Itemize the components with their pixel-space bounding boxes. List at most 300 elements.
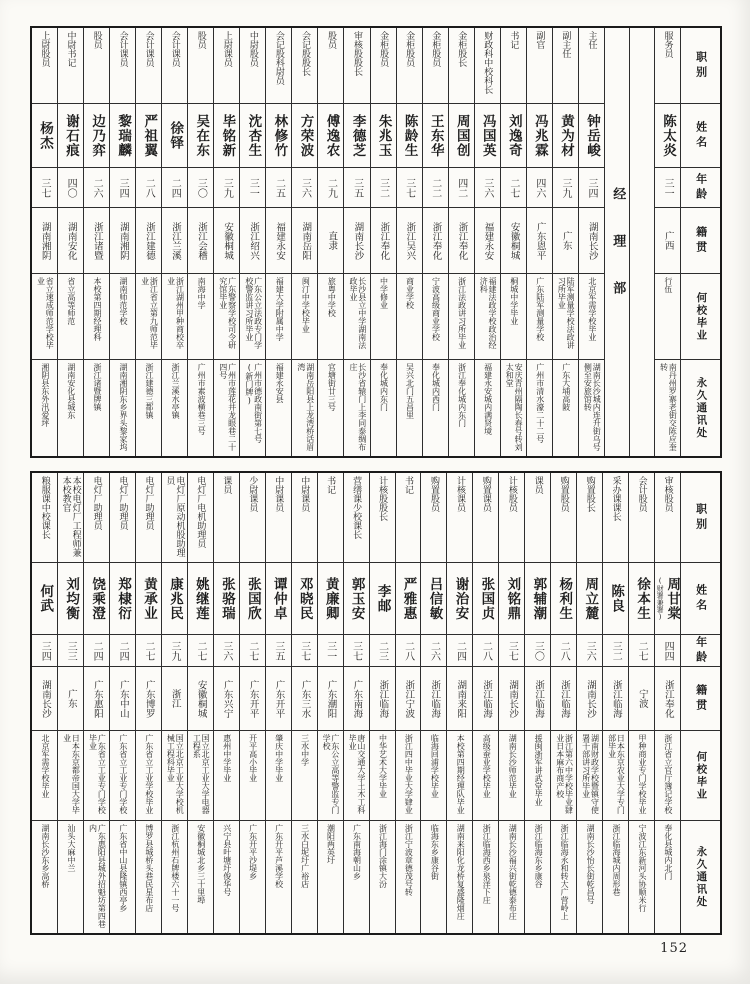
person-origin: 浙江奉化: [456, 221, 468, 260]
personnel-table-bottom: [30, 471, 722, 935]
person-school: 甲种商业专门学校毕业: [637, 734, 647, 814]
person-address: 宁波江东新河头协顺米行: [637, 824, 647, 912]
cell-title: [32, 28, 57, 104]
person-address: 福建永安县: [275, 363, 285, 403]
cell-origin: [58, 667, 83, 731]
person-address: 潮阳两英圩: [326, 824, 336, 864]
cell-origin: [344, 667, 369, 731]
cell-school: [553, 274, 578, 360]
person-origin: 浙江临海: [429, 679, 441, 718]
person-school: 本校第四期经理队毕业: [456, 734, 466, 814]
cell-age: [551, 635, 576, 667]
person-title: 购置股长: [584, 476, 595, 512]
cell-title: [655, 28, 680, 104]
person-name: 刘均衡: [63, 576, 80, 621]
row-header-school: [681, 274, 720, 360]
cell-origin: [318, 208, 343, 274]
cell-origin: [655, 208, 680, 274]
cell-origin: [603, 667, 628, 731]
person-origin: 广东南海: [351, 679, 363, 718]
cell-address: [551, 821, 576, 933]
person-title: 少尉课员: [247, 476, 258, 512]
person-origin: 直隶: [326, 231, 338, 250]
cell-age: [501, 168, 526, 208]
cell-origin: [292, 208, 317, 274]
cell-origin: [32, 208, 57, 274]
cell-origin: [344, 208, 369, 274]
cell-age: [475, 168, 500, 208]
person-title: 书记: [403, 476, 414, 494]
person-origin: 广东: [65, 689, 77, 708]
person-age: 三九: [169, 640, 180, 661]
person-name: 徐铎: [167, 121, 184, 150]
person-address: 临海东乡康谷街: [430, 824, 440, 880]
cell-school: [32, 274, 57, 360]
person-school: 广东省立工业专门学校: [118, 734, 128, 814]
cell-address: [396, 821, 421, 933]
person-column: [578, 28, 604, 456]
cell-age: [214, 168, 239, 208]
row-header-column: [680, 473, 720, 933]
row-header-label: 姓名: [694, 120, 708, 151]
cell-address: [136, 360, 161, 456]
person-school: 惠州中学毕业: [222, 734, 232, 782]
person-column: [317, 28, 343, 456]
person-school: 湖南长沙师范毕业: [508, 734, 518, 798]
person-column: [83, 28, 109, 456]
cell-school: [577, 731, 602, 821]
person-name: 沈杏生: [245, 113, 262, 158]
cell-title: [136, 28, 161, 104]
cell-school: [58, 274, 83, 360]
person-title: 电灯厂原动机股助理员: [164, 476, 185, 557]
cell-school: [188, 274, 213, 360]
person-column: [343, 473, 369, 933]
cell-school: [449, 274, 474, 360]
person-address: 湖南长沙福兴街乾德泰布庄: [508, 824, 518, 920]
cell-age: [162, 635, 187, 667]
cell-title: [655, 473, 680, 563]
cell-title: [188, 473, 213, 563]
cell-title: [577, 473, 602, 563]
cell-title: [370, 473, 395, 563]
cell-name: [214, 563, 239, 635]
cell-address: [603, 821, 628, 933]
cell-origin: [551, 667, 576, 731]
cell-school: [501, 274, 526, 360]
cell-name: [397, 104, 422, 168]
person-column: [420, 473, 446, 933]
person-title: 购置股员: [558, 476, 569, 512]
cell-title: [58, 28, 83, 104]
person-title: 中尉课员: [299, 476, 310, 512]
person-title: 会计股员: [636, 476, 647, 512]
person-name: 张国欣: [244, 576, 261, 621]
person-age: 三七: [350, 640, 362, 661]
person-column: [446, 473, 472, 933]
person-age: 二七: [636, 640, 648, 661]
row-header-column: [680, 28, 720, 456]
person-origin: 浙江吴兴: [404, 221, 416, 260]
cell-age: [188, 635, 213, 667]
cell-title: [318, 28, 343, 104]
person-age: 三七: [403, 177, 415, 198]
cell-age: [32, 635, 57, 667]
person-age: 四〇: [65, 177, 77, 198]
cell-school: [214, 274, 239, 360]
person-name: 毕铭新: [219, 113, 236, 158]
cell-origin: [162, 208, 187, 274]
cell-address: [421, 821, 446, 933]
person-origin: 湖南湘阴: [39, 221, 51, 260]
person-address: 福建永安城内满贤境: [483, 363, 493, 435]
cell-origin: [629, 667, 654, 731]
cell-origin: [527, 208, 552, 274]
cell-origin: [525, 667, 550, 731]
person-address: 广州市清水濠二十二号: [535, 363, 545, 443]
cell-name: [655, 104, 680, 168]
cell-origin: [499, 667, 524, 731]
section-label-column: [604, 28, 629, 456]
person-age: 四四: [662, 640, 674, 661]
person-address: 浙江兰溪水亭镇: [171, 363, 181, 419]
person-address: 汕头大麻中兰: [67, 824, 76, 872]
person-column: [602, 473, 628, 933]
cell-address: [32, 360, 57, 456]
person-origin: 湖南长沙: [39, 679, 51, 718]
person-age: 三一: [247, 177, 259, 198]
cell-school: [292, 731, 317, 821]
person-address: 浙江临海城内周形巷: [612, 824, 622, 896]
person-name: 严雅惠: [400, 576, 417, 621]
roster-sheet: [30, 26, 722, 948]
person-school: 旅粤中学校: [327, 277, 337, 317]
row-header-label: 职别: [694, 50, 708, 81]
cell-name: [655, 563, 680, 635]
cell-name: [447, 563, 472, 635]
cell-address: [292, 360, 317, 456]
cell-age: [240, 168, 265, 208]
cell-title: [136, 473, 161, 563]
person-address: 广东省中山县隆镇西亭乡: [118, 824, 128, 912]
person-address: 广东开平沙堤乡: [248, 824, 258, 880]
cell-school: [136, 731, 161, 821]
person-age: 三一: [324, 640, 336, 661]
cell-school: [162, 274, 187, 360]
person-age: 二四: [91, 640, 103, 661]
cell-age: [397, 168, 422, 208]
person-origin: 广东恩平: [534, 221, 546, 260]
person-school: 北京军需学校毕业: [41, 734, 51, 798]
cell-origin: [655, 667, 680, 731]
person-school: 桐城中学毕业: [509, 277, 519, 325]
cell-school: [292, 274, 317, 360]
person-address: 安庆青州隔陶长春号转刘太和堂: [505, 363, 524, 451]
cell-age: [58, 168, 83, 208]
person-origin: 广西: [662, 231, 674, 250]
cell-age: [58, 635, 83, 667]
person-origin: 浙江宁波: [403, 679, 415, 718]
person-title: 本校电灯厂工程师兼本校教官: [60, 476, 81, 557]
person-title: 计核股股长: [377, 476, 388, 521]
cell-age: [371, 168, 396, 208]
person-school: 陆军测量学校法政讲习所毕业: [557, 277, 576, 349]
cell-name: [579, 104, 604, 168]
person-age: 二九: [325, 177, 337, 198]
person-title: 中尉书记: [65, 31, 76, 67]
cell-name: [32, 104, 57, 168]
person-title: 上尉股员: [39, 31, 50, 67]
cell-name: [110, 563, 135, 635]
cell-origin: [449, 208, 474, 274]
person-column: [422, 28, 448, 456]
person-title: 股员: [91, 31, 102, 49]
cell-origin: [162, 667, 187, 731]
cell-name: [318, 104, 343, 168]
person-name: 刘逸奇: [505, 113, 522, 158]
person-title: 金柜股员: [404, 31, 415, 67]
cell-title: [344, 28, 369, 104]
cell-school: [629, 731, 654, 821]
cell-age: [266, 635, 291, 667]
cell-address: [655, 821, 680, 933]
person-school: 临海回浦学校毕业: [430, 734, 440, 798]
person-age: 三六: [481, 177, 493, 198]
person-origin: 湖南来阳: [455, 679, 467, 718]
person-column: [187, 473, 213, 933]
person-column: [526, 28, 552, 456]
cell-origin: [473, 667, 498, 731]
person-name: 陈龄生: [401, 113, 418, 158]
cell-title: [188, 28, 213, 104]
person-age: 三四: [39, 640, 51, 661]
cell-address: [292, 821, 317, 933]
person-origin: 广东: [560, 231, 572, 250]
person-origin: 湖南长沙: [584, 679, 596, 718]
person-age: 三九: [221, 177, 233, 198]
row-header-address: [681, 360, 720, 456]
person-column: [524, 473, 550, 933]
person-name: 杨杰: [37, 121, 53, 150]
person-school: 湖南财政学校暨镇守使署干部讲习所毕业: [581, 734, 600, 814]
cell-school: [499, 731, 524, 821]
person-origin: 湖南长沙: [507, 679, 519, 718]
cell-title: [214, 28, 239, 104]
person-title: 电灯厂助理员: [117, 476, 128, 530]
cell-title: [292, 28, 317, 104]
cell-address: [553, 360, 578, 456]
cell-origin: [240, 667, 265, 731]
person-title: 计核股员: [506, 476, 517, 512]
cell-school: [421, 731, 446, 821]
cell-age: [449, 168, 474, 208]
cell-address: [136, 821, 161, 933]
person-school: 广东警察学校司令研究馆毕业: [218, 277, 237, 349]
person-address: 博罗县城桥头巷民星布店: [144, 824, 154, 912]
cell-age: [292, 168, 317, 208]
person-name: 林修竹: [271, 113, 288, 158]
cell-address: [473, 821, 498, 933]
person-age: 三五: [351, 177, 363, 198]
person-origin: 湖南长沙: [586, 221, 598, 260]
person-origin: 浙江奉化: [378, 221, 390, 260]
page-number: 152: [660, 941, 688, 956]
person-column: [213, 28, 239, 456]
row-header-age: [681, 168, 720, 208]
cell-name: [84, 104, 109, 168]
person-address: 广州市德政南街第七号(新门牌): [244, 363, 263, 443]
person-title: 购置课员: [480, 476, 491, 512]
person-column: [109, 473, 135, 933]
row-header-label: 永久通讯处: [695, 376, 708, 440]
person-age: 二四: [454, 640, 466, 661]
person-address: 湖南长沙怡长街乾昌号: [586, 824, 596, 904]
cell-age: [655, 168, 680, 208]
person-age: 三二: [610, 640, 622, 661]
cell-name: [577, 563, 602, 635]
person-address: 奉化县城内北门: [663, 824, 673, 880]
cell-age: [84, 168, 109, 208]
row-header-label: 姓名: [694, 583, 708, 614]
person-title: 会计课员: [169, 31, 180, 67]
cell-origin: [32, 667, 57, 731]
person-title: 审核股员: [662, 476, 673, 512]
cell-age: [370, 635, 395, 667]
person-title: 审核股股长: [352, 31, 363, 76]
person-title: 股员: [326, 31, 336, 49]
person-address: 奉化城内东门: [379, 363, 389, 411]
cell-school: [58, 731, 83, 821]
cell-school: [423, 274, 448, 360]
row-header-address: [681, 821, 720, 933]
cell-address: [629, 821, 654, 933]
person-origin: 浙江奉化: [430, 221, 442, 260]
person-column: [498, 473, 524, 933]
person-school: 中华艺术大学毕业: [378, 734, 388, 798]
cell-school: [318, 274, 343, 360]
cell-title: [58, 473, 83, 563]
person-school: 宁波高级商业学校: [431, 277, 441, 341]
cell-age: [396, 635, 421, 667]
cell-address: [318, 821, 343, 933]
cell-origin: [110, 667, 135, 731]
person-school: 浙江法政讲习所毕业: [457, 277, 467, 349]
person-origin: 浙江临海: [610, 679, 622, 718]
person-column: [109, 28, 135, 456]
person-title: 书记: [508, 31, 519, 49]
person-name: 黄廉卿: [322, 576, 339, 621]
person-name: 周国创: [453, 113, 470, 158]
person-origin: 广东潮阳: [325, 679, 337, 718]
person-school: 国立北京工业大学校机械工程科毕业: [166, 734, 185, 814]
cell-name: [58, 563, 83, 635]
person-column: [213, 473, 239, 933]
cell-school: [551, 731, 576, 821]
cell-age: [266, 168, 291, 208]
cell-school: [240, 731, 265, 821]
person-column: [57, 28, 83, 456]
cell-origin: [266, 667, 291, 731]
cell-title: [110, 473, 135, 563]
person-column: [654, 473, 680, 933]
cell-name: [136, 104, 161, 168]
person-title: 会记股股长: [299, 31, 310, 76]
cell-name: [136, 563, 161, 635]
cell-school: [655, 274, 680, 360]
cell-origin: [318, 667, 343, 731]
cell-address: [58, 821, 83, 933]
person-age: 二六: [91, 177, 103, 198]
person-title: 采办课课长: [610, 476, 621, 521]
person-school: 浙江四中毕业大学肄业: [404, 734, 414, 814]
person-name: 康兆民: [166, 576, 183, 621]
person-school: 广东陆军测量学校: [535, 277, 545, 341]
cell-name: [553, 104, 578, 168]
cell-address: [188, 821, 213, 933]
person-name: 黄为材: [557, 113, 574, 158]
cell-address: [84, 360, 109, 456]
person-address: 浙江杭州石牌楼六十一号: [170, 824, 180, 912]
cell-origin: [136, 208, 161, 274]
person-name: 方荣波: [297, 113, 314, 158]
person-age: 四六: [533, 177, 545, 198]
person-origin: 浙江建德: [143, 221, 155, 260]
person-school: 行伍: [663, 277, 673, 293]
person-age: 二四: [117, 640, 129, 661]
person-title: 课员: [221, 476, 232, 494]
person-title: 财政科中校科长: [482, 31, 493, 94]
person-title: 主任: [586, 31, 597, 49]
cell-address: [525, 821, 550, 933]
person-origin: 浙江会稽: [196, 221, 208, 260]
cell-origin: [370, 667, 395, 731]
person-name: 严祖翼: [141, 113, 158, 158]
person-name: 谢石痕: [63, 113, 80, 158]
person-address: 三水白坭圩广裕店: [300, 824, 310, 888]
person-address: 吴兴北门五昌里: [405, 363, 415, 419]
person-origin: 浙江诸暨: [91, 221, 103, 260]
person-address: 长沙省辕门上李同泰绸布庄: [349, 363, 367, 451]
person-name: 姚继莲: [192, 576, 209, 621]
cell-origin: [188, 208, 213, 274]
cell-address: [579, 360, 604, 456]
cell-age: [577, 635, 602, 667]
person-column: [239, 28, 265, 456]
person-name: 杨利生: [556, 576, 573, 621]
cell-address: [214, 821, 239, 933]
person-school: 广东公立法政专门学校警监讲习所毕业: [244, 277, 263, 349]
person-age: 二七: [246, 640, 258, 661]
person-origin: 浙江奉化: [662, 679, 674, 718]
cell-name: [501, 104, 526, 168]
person-origin: 宁波: [636, 689, 648, 708]
cell-name: [423, 104, 448, 168]
person-name: 吕信敏: [426, 576, 443, 621]
cell-title: [447, 473, 472, 563]
person-column: [550, 473, 576, 933]
cell-origin: [266, 208, 291, 274]
cell-title: [84, 473, 109, 563]
person-age: 二二: [429, 177, 441, 198]
person-age: 三六: [220, 640, 232, 661]
person-name: 吴在东: [193, 113, 210, 158]
cell-age: [318, 168, 343, 208]
cell-origin: [577, 667, 602, 731]
cell-address: [370, 821, 395, 933]
cell-school: [240, 274, 265, 360]
cell-name: [240, 104, 265, 168]
cell-origin: [421, 667, 446, 731]
